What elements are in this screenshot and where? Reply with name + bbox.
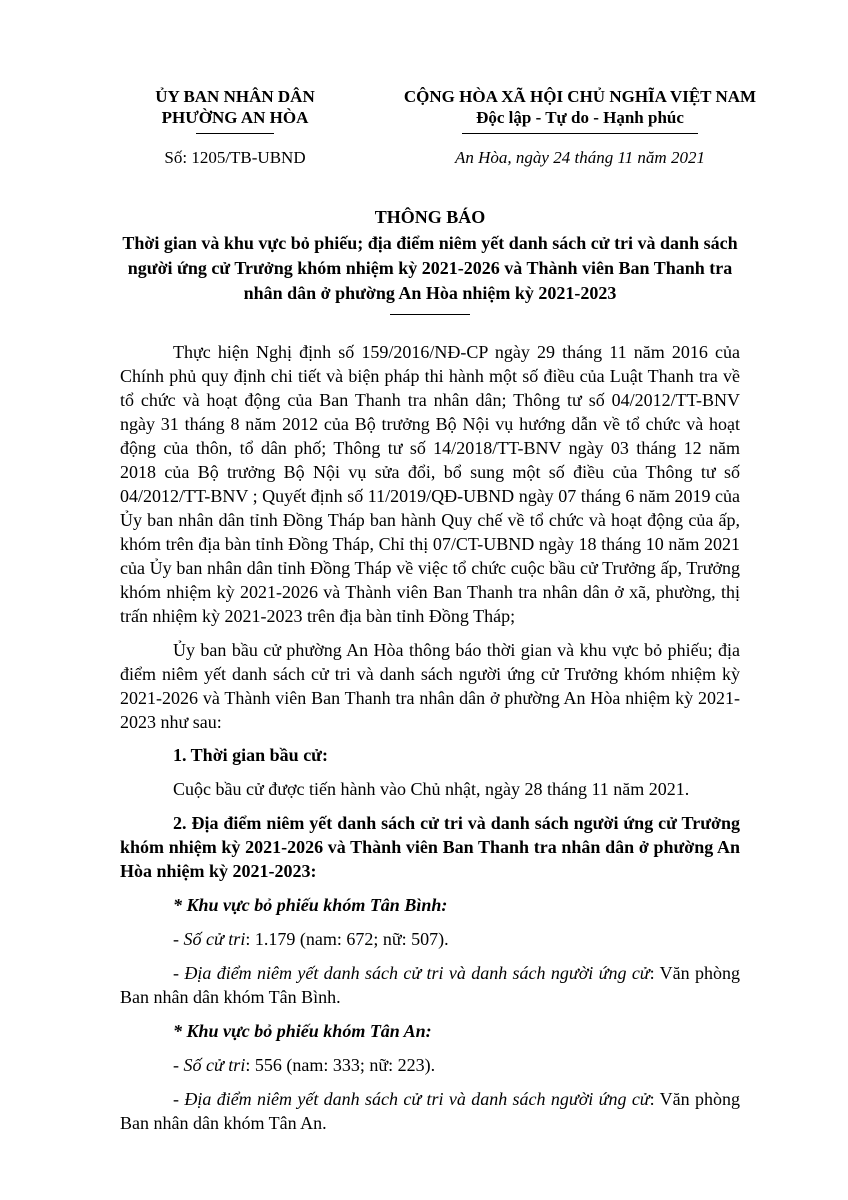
place-and-date: An Hòa, ngày 24 tháng 11 năm 2021 <box>455 148 705 167</box>
document-body <box>120 340 740 1145</box>
document-subtitle: Thời gian và khu vực bỏ phiếu; địa điểm niêm yết danh sách cử tri và danh sách người ứng cử Trưởng khóm nhiệm kỳ 2021-2026 và Thành viên Ban Thanh tra nhân dân ở phường An Hòa nhiệm kỳ 2021-2023 <box>122 233 738 303</box>
location-value: : Văn phòng Ban nhân dân khóm Tân An. <box>120 1089 740 1133</box>
legal-basis-paragraph: Thực hiện Nghị định số 159/2016/NĐ-CP ngày 29 tháng 11 năm 2016 của Chính phủ quy định chi tiết và biện pháp thi hành một số điều của Luật Thanh tra về tổ chức và hoạt động của Ban Thanh tra nhân dân; Thông tư số 04/2012/TT-BNV ngày 31 tháng 8 năm 2012 của Bộ trưởng Bộ Nội vụ hướng dẫn về tổ chức và hoạt động của thôn, tổ dân phố; Thông tư số 14/2018/TT-BNV ngày 03 tháng 12 năm 2018 của Bộ trưởng Bộ Nội vụ sửa đổi, bổ sung một số điều của Thông tư số 04/2012/TT-BNV ; Quyết định số 11/2019/QĐ-UBND ngày 07 tháng 6 năm 2019 của Ủy ban nhân dân tỉnh Đồng Tháp ban hành Quy chế về tổ chức và hoạt động của ấp, khóm trên địa bàn tỉnh Đồng Tháp, Chỉ thị 07/CT-UBND ngày 18 tháng 10 năm 2021 của Ủy ban nhân dân tỉnh Đồng Tháp về việc tổ chức cuộc bầu cử Trưởng ấp, Trưởng khóm nhiệm kỳ 2021-2026 và Thành viên Ban Thanh tra nhân dân ở xã, phường, thị trấn nhiệm kỳ 2021-2023 trên địa bàn tỉnh Đồng Tháp; <box>120 342 740 626</box>
voters-label: Số cử tri <box>183 1055 246 1075</box>
voters-value: : 1.179 (nam: 672; nữ: 507). <box>245 929 449 949</box>
national-motto <box>370 86 790 134</box>
dash: - <box>173 929 184 949</box>
document-title: THÔNG BÁO <box>374 207 486 227</box>
voters-value: : 556 (nam: 333; nữ: 223). <box>245 1055 436 1075</box>
location-label: Địa điểm niêm yết danh sách cử tri và danh sách người ứng cử <box>184 963 650 983</box>
area-tan-binh-heading: * Khu vực bỏ phiếu khóm Tân Bình: <box>173 895 448 915</box>
location-value: : Văn phòng Ban nhân dân khóm Tân Bình. <box>120 963 740 1007</box>
area-tan-an-voters <box>120 1053 740 1077</box>
authority-divider <box>196 133 274 134</box>
authority-line-2: PHƯỜNG AN HÒA <box>161 108 309 127</box>
dash: - <box>173 963 185 983</box>
document-title-block <box>110 206 750 315</box>
area-tan-binh-voters <box>120 927 740 951</box>
area-tan-an-location <box>120 1087 740 1135</box>
motto-divider <box>462 133 698 134</box>
section-1-text: Cuộc bầu cử được tiến hành vào Chủ nhật, ngày 28 tháng 11 năm 2021. <box>173 779 690 799</box>
location-label: Địa điểm niêm yết danh sách cử tri và danh sách người ứng cử <box>184 1089 650 1109</box>
title-divider <box>390 314 470 315</box>
motto-line: Độc lập - Tự do - Hạnh phúc <box>476 108 684 127</box>
area-tan-an-heading: * Khu vực bỏ phiếu khóm Tân An: <box>173 1021 432 1041</box>
dash: - <box>173 1055 184 1075</box>
area-tan-binh-location <box>120 961 740 1009</box>
voters-label: Số cử tri <box>183 929 246 949</box>
country-name: CỘNG HÒA XÃ HỘI CHỦ NGHĨA VIỆT NAM <box>403 87 757 106</box>
section-1-heading: 1. Thời gian bầu cử: <box>173 745 328 765</box>
document-number: Số: 1205/TB-UBND <box>164 148 306 167</box>
section-2-heading: 2. Địa điểm niêm yết danh sách cử tri và danh sách người ứng cử Trưởng khóm nhiệm kỳ 2021-2026 và Thành viên Ban Thanh tra nhân dân ở phường An Hòa nhiệm kỳ 2021-2023: <box>120 813 740 881</box>
authority-line-1: ỦY BAN NHÂN DÂN <box>155 87 315 106</box>
dash: - <box>173 1089 185 1109</box>
issuing-authority <box>120 86 350 134</box>
announcement-paragraph: Ủy ban bầu cử phường An Hòa thông báo thời gian và khu vực bỏ phiếu; địa điểm niêm yết danh sách cử tri và danh sách người ứng cử Trưởng khóm nhiệm kỳ 2021-2026 và Thành viên Ban Thanh tra nhân dân ở phường An Hòa nhiệm kỳ 2021-2023 như sau: <box>120 640 740 732</box>
